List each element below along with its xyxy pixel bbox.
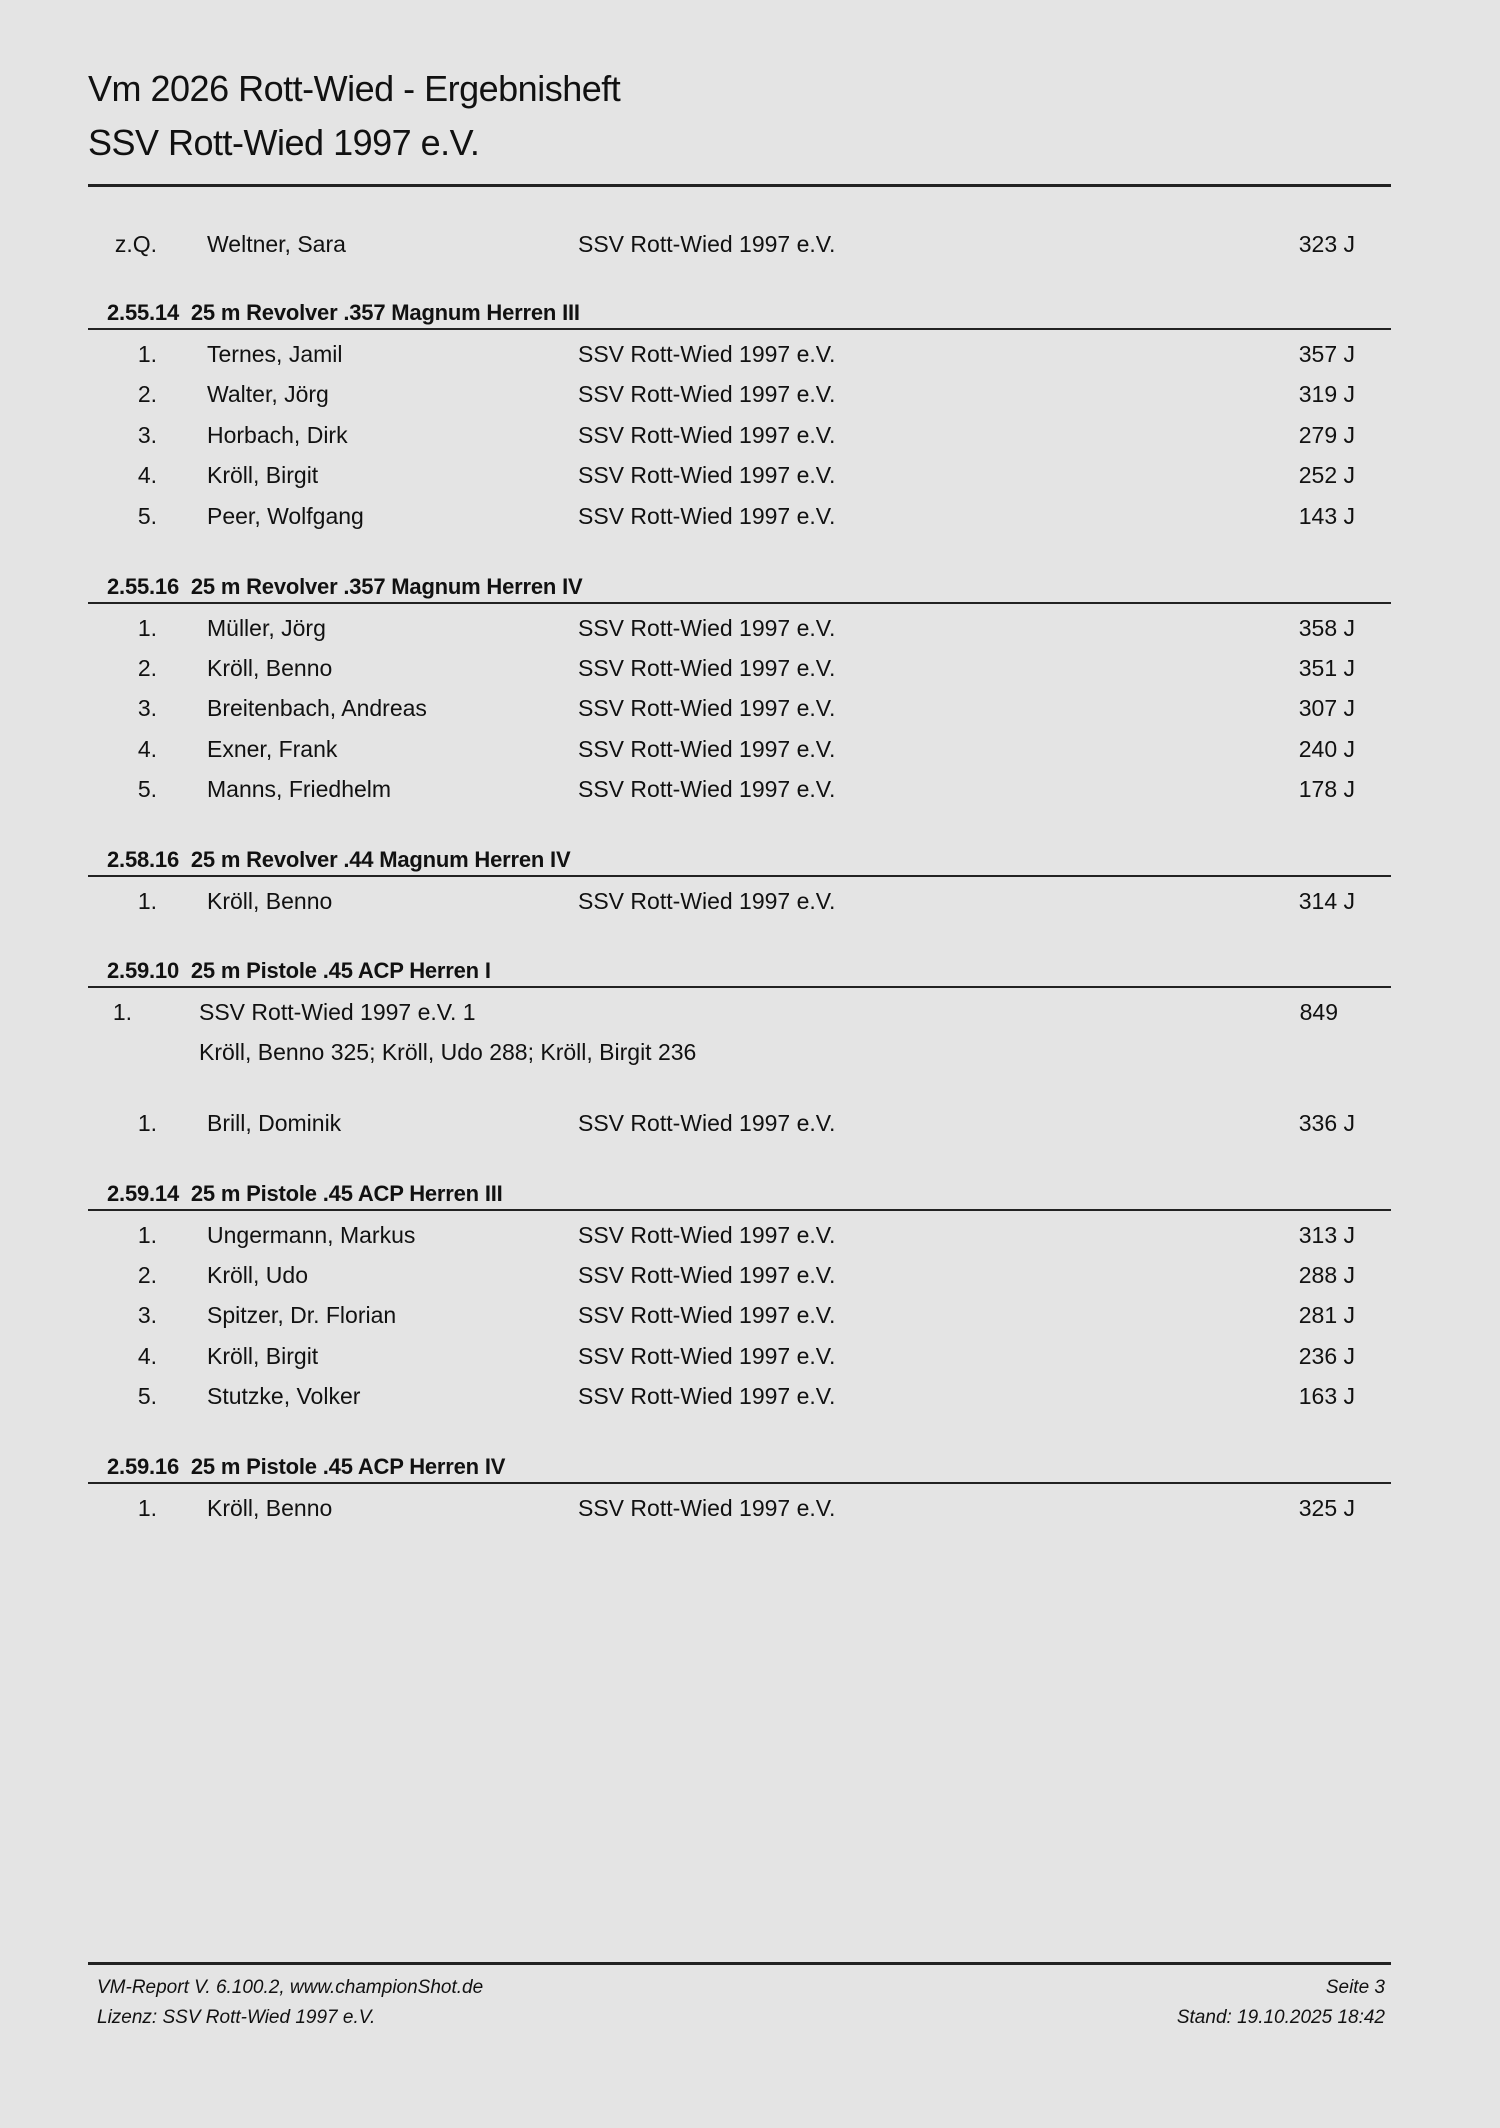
result-score: 319 J [1298,381,1355,407]
result-rank: 5. [137,503,157,529]
result-club: SSV Rott-Wied 1997 e.V. [578,1222,836,1248]
team-name: SSV Rott-Wied 1997 e.V. 1 [199,999,476,1025]
result-score: 358 J [1298,615,1355,641]
team-score: 849 [1299,999,1338,1025]
result-score: 252 J [1298,462,1355,488]
section-code: 2.58.16 [107,847,180,872]
result-rank: 1. [137,615,157,641]
result-name: Kröll, Benno [207,1495,333,1521]
result-name: Peer, Wolfgang [207,503,364,529]
result-row [0,1103,1500,1143]
result-club: SSV Rott-Wied 1997 e.V. [578,341,836,367]
result-club: SSV Rott-Wied 1997 e.V. [578,1383,836,1409]
result-row [0,608,1500,648]
result-row [0,1376,1500,1416]
footer-license: Lizenz: SSV Rott-Wied 1997 e.V. [97,2007,376,2028]
result-score: 236 J [1298,1343,1355,1369]
result-name: Kröll, Udo [207,1262,308,1288]
section-discipline: 25 m Revolver .44 Magnum Herren IV [190,847,571,872]
result-rank: 4. [137,1343,157,1369]
result-row [0,334,1500,374]
result-club: SSV Rott-Wied 1997 e.V. [578,776,836,802]
result-club: SSV Rott-Wied 1997 e.V. [578,422,836,448]
result-name: Walter, Jörg [207,381,329,407]
result-row [0,1215,1500,1255]
result-row [0,455,1500,495]
result-row [0,374,1500,414]
footer-page-number: Seite 3 [1325,1977,1385,1998]
result-score: 313 J [1298,1222,1355,1248]
result-rank: 2. [137,655,157,681]
result-score: 163 J [1298,1383,1355,1409]
section-discipline: 25 m Pistole .45 ACP Herren III [190,1181,503,1206]
result-score: 325 J [1298,1495,1355,1521]
result-row [0,1336,1500,1376]
result-name: Kröll, Birgit [207,462,319,488]
result-row [0,496,1500,536]
section-discipline: 25 m Pistole .45 ACP Herren IV [190,1454,506,1479]
result-club: SSV Rott-Wied 1997 e.V. [578,1495,836,1521]
result-name: Manns, Friedhelm [207,776,392,802]
result-name: Exner, Frank [207,736,338,762]
section-code: 2.55.14 [107,300,180,325]
title-line-1: Vm 2026 Rott-Wied - Ergebnisheft [88,68,621,109]
header-divider [88,184,1391,187]
result-name: Stutzke, Volker [207,1383,361,1409]
result-club: SSV Rott-Wied 1997 e.V. [578,381,836,407]
result-club: SSV Rott-Wied 1997 e.V. [578,231,836,257]
result-name: Horbach, Dirk [207,422,348,448]
result-row [0,1488,1500,1528]
section-divider [88,1482,1391,1484]
result-name: Kröll, Birgit [207,1343,319,1369]
footer-software: VM-Report V. 6.100.2, www.championShot.de [97,1977,484,1998]
result-club: SSV Rott-Wied 1997 e.V. [578,1343,836,1369]
title-line-2: SSV Rott-Wied 1997 e.V. [88,122,480,163]
team-result-row [0,992,1500,1032]
section-title [107,843,570,877]
result-score: 336 J [1298,1110,1355,1136]
result-rank: 1. [137,1222,157,1248]
section-discipline: 25 m Pistole .45 ACP Herren I [190,958,491,983]
section-divider [88,1209,1391,1211]
result-row [0,1295,1500,1335]
result-name: Breitenbach, Andreas [207,695,427,721]
team-rank: 1. [112,999,132,1025]
result-name: Kröll, Benno [207,888,333,914]
footer-date: Stand: 19.10.2025 18:42 [1176,2007,1385,2028]
result-score: 288 J [1298,1262,1355,1288]
section-title [107,1177,503,1211]
result-rank: 5. [137,1383,157,1409]
result-score: 178 J [1298,776,1355,802]
result-row [0,1255,1500,1295]
result-club: SSV Rott-Wied 1997 e.V. [578,462,836,488]
result-rank: z.Q. [114,231,157,257]
result-rank: 3. [137,695,157,721]
result-score: 307 J [1298,695,1355,721]
section-code: 2.59.14 [107,1181,180,1206]
result-row [0,648,1500,688]
section-code: 2.59.10 [107,958,180,983]
section-discipline: 25 m Revolver .357 Magnum Herren IV [190,574,583,599]
result-club: SSV Rott-Wied 1997 e.V. [578,655,836,681]
result-row [0,415,1500,455]
result-name: Ungermann, Markus [207,1222,416,1248]
result-name: Müller, Jörg [207,615,326,641]
section-divider [88,986,1391,988]
result-club: SSV Rott-Wied 1997 e.V. [578,615,836,641]
footer-divider [88,1962,1391,1965]
section-divider [88,328,1391,330]
result-rank: 4. [137,462,157,488]
section-code: 2.59.16 [107,1454,180,1479]
result-club: SSV Rott-Wied 1997 e.V. [578,503,836,529]
result-rank: 2. [137,381,157,407]
result-score: 314 J [1298,888,1355,914]
result-club: SSV Rott-Wied 1997 e.V. [578,1110,836,1136]
result-name: Weltner, Sara [207,231,346,257]
result-name: Ternes, Jamil [207,341,343,367]
result-row [0,881,1500,921]
page-title [88,62,620,170]
result-score: 323 J [1298,231,1355,257]
result-club: SSV Rott-Wied 1997 e.V. [578,1262,836,1288]
result-rank: 1. [137,1495,157,1521]
result-name: Kröll, Benno [207,655,333,681]
result-row [0,688,1500,728]
section-code: 2.55.16 [107,574,180,599]
result-rank: 1. [137,888,157,914]
result-club: SSV Rott-Wied 1997 e.V. [578,888,836,914]
section-title [107,570,582,604]
result-row [0,729,1500,769]
result-rank: 4. [137,736,157,762]
section-title [107,954,491,988]
result-row [0,769,1500,809]
result-club: SSV Rott-Wied 1997 e.V. [578,736,836,762]
result-score: 279 J [1298,422,1355,448]
result-name: Brill, Dominik [207,1110,342,1136]
section-title [107,1450,505,1484]
result-score: 357 J [1298,341,1355,367]
result-rank: 5. [137,776,157,802]
result-club: SSV Rott-Wied 1997 e.V. [578,695,836,721]
result-score: 351 J [1298,655,1355,681]
result-club: SSV Rott-Wied 1997 e.V. [578,1302,836,1328]
result-name: Spitzer, Dr. Florian [207,1302,397,1328]
team-members: Kröll, Benno 325; Kröll, Udo 288; Kröll, Birgit 236 [199,1039,697,1065]
result-rank: 3. [137,422,157,448]
result-score: 281 J [1298,1302,1355,1328]
section-title [107,296,580,330]
result-score: 143 J [1298,503,1355,529]
result-row-carry-over [0,224,1500,264]
result-rank: 3. [137,1302,157,1328]
section-discipline: 25 m Revolver .357 Magnum Herren III [190,300,580,325]
result-rank: 2. [137,1262,157,1288]
section-divider [88,875,1391,877]
result-rank: 1. [137,1110,157,1136]
section-divider [88,602,1391,604]
result-rank: 1. [137,341,157,367]
result-score: 240 J [1298,736,1355,762]
